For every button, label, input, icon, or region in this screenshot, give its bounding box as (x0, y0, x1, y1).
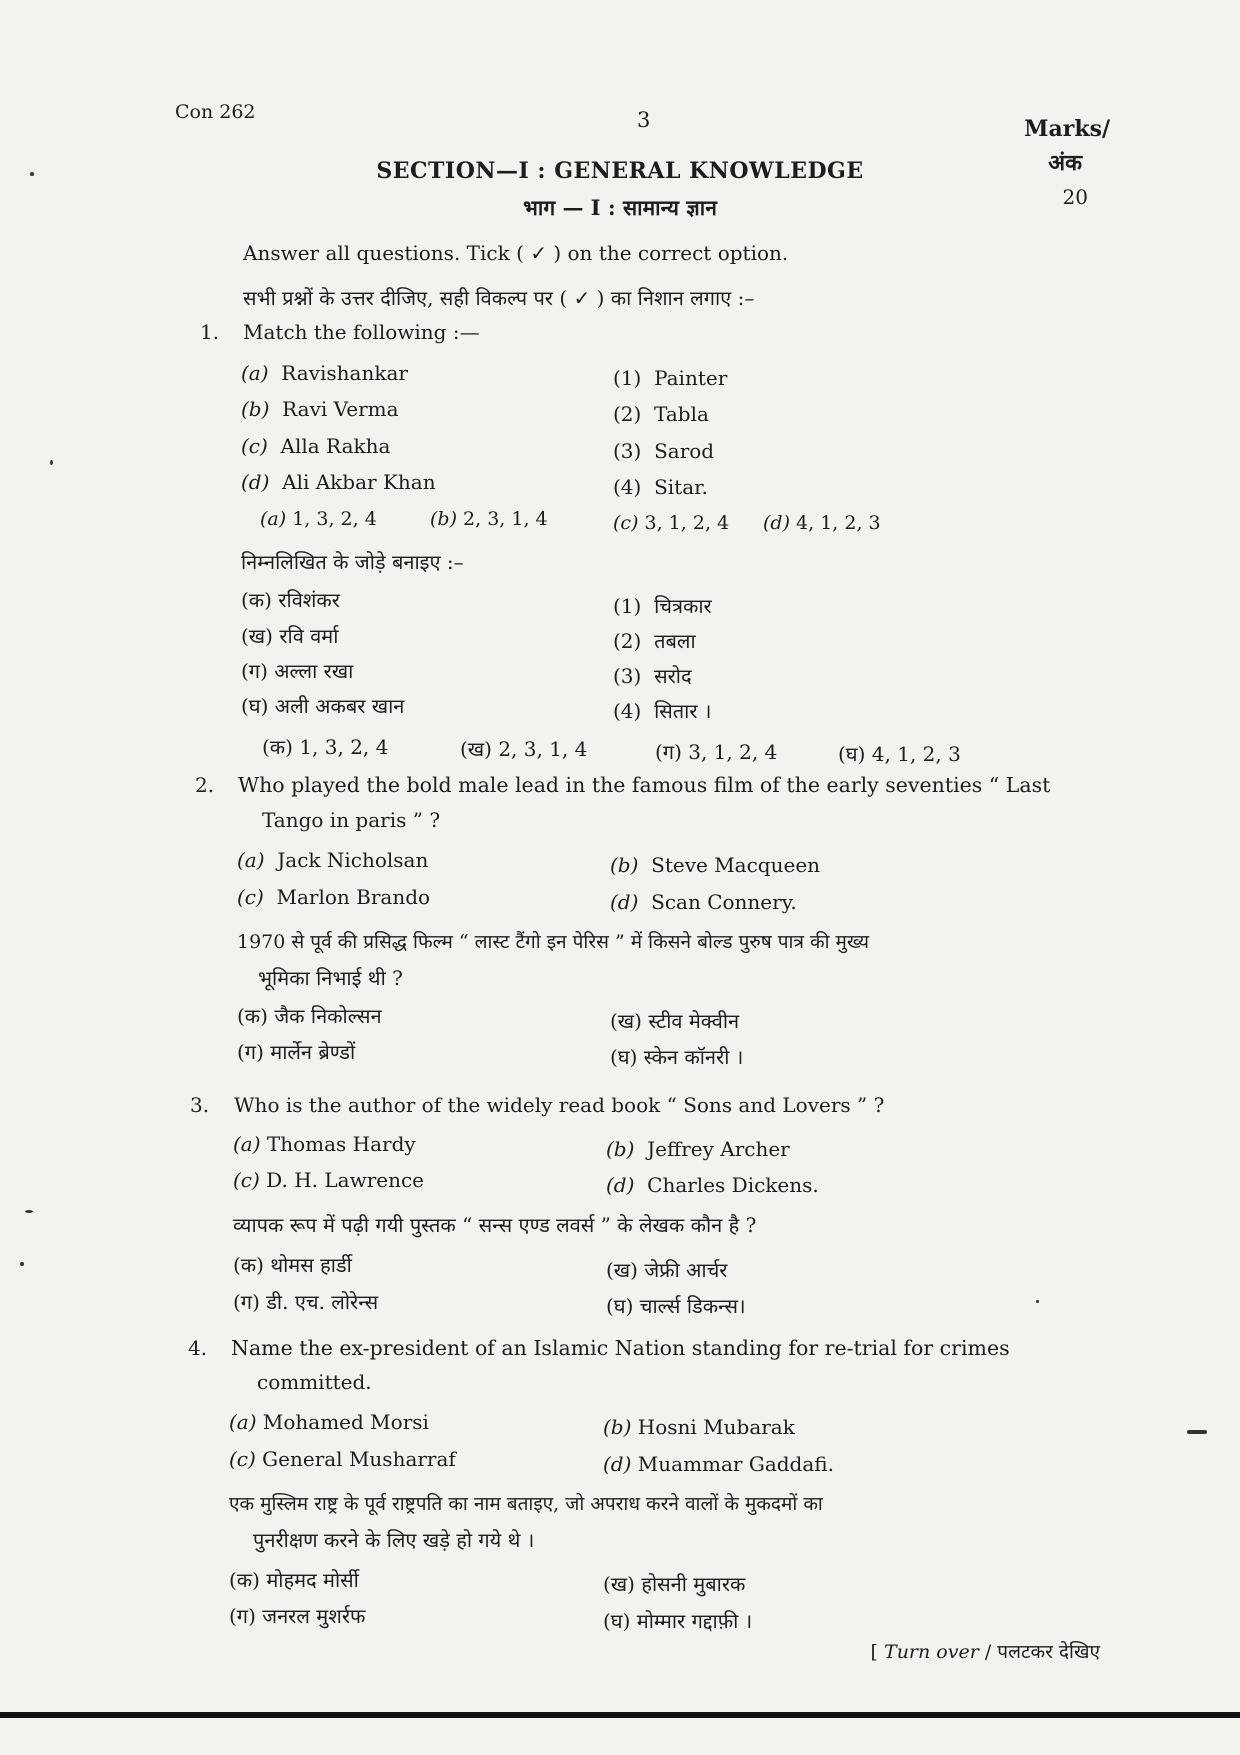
q2-option-label: (a) (237, 848, 265, 872)
bottom-scan-edge (0, 1712, 1240, 1718)
q4-option-hi[interactable] (603, 1570, 745, 1597)
q1-left-label: (a) (241, 361, 269, 385)
q1-right-label: (3) (613, 439, 642, 463)
q3-option-text-hi: चार्ल्स डिकन्स। (639, 1294, 746, 1318)
q1-right-label-hi: (2) (613, 629, 642, 653)
q2-option[interactable] (610, 890, 797, 914)
q3-option-label: (d) (606, 1173, 635, 1197)
q2-option-text-hi: मार्लेन ब्रेण्डों (270, 1040, 356, 1064)
q1-answer-text-hi: 1, 3, 2, 4 (299, 735, 389, 759)
q4-option-label-hi: (ख) (603, 1572, 635, 1596)
q3-option-label-hi: (क) (233, 1253, 264, 1277)
q4-option-text: Hosni Mubarak (637, 1415, 795, 1439)
q1-left-label-hi: (ग) (241, 659, 268, 683)
q3-option-label-hi: (ख) (606, 1258, 638, 1282)
q1-left-text-hi: अली अकबर खान (274, 694, 405, 718)
q4-option-label-hi: (घ) (603, 1609, 631, 1633)
q1-left-text: Ali Akbar Khan (282, 470, 436, 494)
q1-answer-option-hi[interactable] (838, 740, 961, 767)
q3-option-text: Jeffrey Archer (647, 1137, 790, 1161)
q2-option[interactable] (610, 853, 820, 877)
q1-left-label-hi: (ख) (241, 624, 273, 648)
marks-label-en: Marks/ (1024, 116, 1110, 142)
q1-answer-option-hi[interactable] (655, 738, 777, 765)
q4-option[interactable] (603, 1415, 795, 1439)
q4-option[interactable] (603, 1452, 834, 1476)
question-3-text-hi: व्यापक रूप में पढ़ी गयी पुस्तक “ सन्स एण्ड लवर्स ” के लेखक कौन है ? (233, 1213, 757, 1237)
q4-option-label: (b) (603, 1415, 632, 1439)
q2-option-hi[interactable] (610, 1007, 739, 1034)
question-3-text-en: Who is the author of the widely read book “ Sons and Lovers ” ? (234, 1093, 885, 1117)
question-2-text-hi-line1: 1970 से पूर्व की प्रसिद्ध फिल्म “ लास्ट टैंगो इन पेरिस ” में किसने बोल्ड पुरुष पात्र की मुख्य (237, 931, 870, 953)
q1-answer-label-hi: (घ) (838, 742, 866, 766)
scan-speck (20, 1262, 24, 1266)
q1-left-item (241, 361, 408, 385)
q1-answer-text-hi: 2, 3, 1, 4 (498, 737, 588, 761)
q1-left-text: Alla Rakha (280, 434, 391, 458)
q4-option[interactable] (229, 1447, 456, 1471)
q3-option-hi[interactable] (606, 1292, 746, 1319)
q3-option-label: (c) (233, 1168, 260, 1192)
q2-option[interactable] (237, 848, 428, 872)
q1-answer-text: 2, 3, 1, 4 (463, 508, 548, 530)
q1-left-text: Ravi Verma (282, 397, 399, 421)
q1-left-item (241, 434, 390, 458)
question-1-number: 1. (200, 320, 220, 344)
question-4-text-hi-line1: एक मुस्लिम राष्ट्र के पूर्व राष्ट्रपति का नाम बताइए, जो अपराध करने वालों के मुकदमों का (229, 1493, 823, 1515)
q4-option-label-hi: (ग) (229, 1604, 256, 1628)
q1-answer-label-hi: (क) (262, 735, 293, 759)
q1-answer-text-hi: 4, 1, 2, 3 (871, 742, 961, 766)
q1-answer-label: (b) (430, 508, 457, 530)
q1-answer-text: 4, 1, 2, 3 (796, 512, 881, 534)
q1-right-label-hi: (3) (613, 664, 642, 688)
instruction-en: Answer all questions. Tick ( ✓ ) on the correct option. (243, 241, 789, 265)
q2-option-label: (b) (610, 853, 639, 877)
q1-left-item (241, 397, 399, 421)
q3-option-hi[interactable] (606, 1256, 727, 1283)
q1-right-label: (2) (613, 402, 642, 426)
q3-option-hi[interactable] (233, 1251, 352, 1278)
q1-left-item-hi (241, 586, 340, 613)
marks-label-hi: अंक (1048, 150, 1082, 176)
q4-option-label-hi: (क) (229, 1568, 260, 1592)
q2-option-text-hi: जैक निकोल्सन (274, 1004, 382, 1028)
q3-option-text-hi: थोमस हार्डी (270, 1253, 352, 1277)
q4-option[interactable] (229, 1410, 429, 1434)
q2-option-label-hi: (घ) (610, 1045, 638, 1069)
scan-speck (50, 460, 53, 465)
q1-right-label: (1) (613, 366, 642, 390)
q4-option-label: (d) (603, 1452, 632, 1476)
q1-left-item-hi (241, 657, 353, 684)
q1-answer-label-hi: (ग) (655, 740, 682, 764)
scan-speck (1187, 1430, 1207, 1434)
q1-left-label: (b) (241, 397, 270, 421)
q4-option-hi[interactable] (603, 1607, 752, 1634)
q2-option[interactable] (237, 885, 430, 909)
q1-answer-label: (c) (613, 512, 639, 534)
q4-option-label: (a) (229, 1410, 257, 1434)
q2-option-text: Scan Connery. (651, 890, 797, 914)
q1-right-text-hi: चित्रकार (654, 594, 712, 618)
q1-right-text-hi: सितार । (654, 699, 712, 723)
q1-right-text: Tabla (654, 402, 709, 426)
q3-option-text: Charles Dickens. (647, 1173, 819, 1197)
q1-answer-option-hi[interactable] (262, 733, 388, 760)
q2-option-hi[interactable] (610, 1043, 743, 1070)
q3-option-label: (a) (233, 1132, 261, 1156)
question-4-number: 4. (188, 1336, 208, 1360)
q1-answer-text: 1, 3, 2, 4 (292, 508, 377, 530)
q1-left-text-hi: रविशंकर (278, 588, 340, 612)
instruction-hi: सभी प्रश्नों के उत्तर दीजिए, सही विकल्प पर ( ✓ ) का निशान लगाए :– (243, 286, 755, 310)
q2-option-text: Steve Macqueen (651, 853, 821, 877)
question-2-text-en-line2: Tango in paris ” ? (262, 808, 441, 832)
q1-right-item-hi (613, 592, 712, 619)
q1-right-item (613, 402, 709, 426)
question-1-text-hi: निम्नलिखित के जोड़े बनाइए :– (241, 550, 464, 574)
question-2-text-hi-line2: भूमिका निभाई थी ? (258, 966, 403, 990)
q1-right-label: (4) (613, 475, 642, 499)
q1-right-label-hi: (1) (613, 594, 642, 618)
q3-option[interactable] (606, 1137, 790, 1161)
q2-option-label: (d) (610, 890, 639, 914)
q4-option-text-hi: होसनी मुबारक (641, 1572, 746, 1596)
q1-answer-option[interactable] (260, 508, 377, 530)
q1-answer-text-hi: 3, 1, 2, 4 (688, 740, 778, 764)
q1-answer-option[interactable] (613, 512, 729, 534)
q2-option-text-hi: स्केन कॉनरी । (643, 1045, 744, 1069)
q1-answer-label: (a) (260, 508, 287, 530)
q4-option-text-hi: जनरल मुशर्रफ (262, 1604, 366, 1628)
q3-option-text: D. H. Lawrence (266, 1168, 425, 1192)
q2-option-label: (c) (237, 885, 264, 909)
q2-option-text-hi: स्टीव मेक्वीन (648, 1009, 740, 1033)
question-4-text-en-line1: Name the ex-president of an Islamic Nation standing for re-trial for crimes (231, 1336, 1010, 1360)
q1-answer-label-hi: (ख) (460, 737, 492, 761)
q1-answer-option-hi[interactable] (460, 735, 587, 762)
turn-over-hi: पलटकर देखिए (997, 1641, 1100, 1663)
q4-option-text: Muammar Gaddafi. (637, 1452, 834, 1476)
q1-answer-text: 3, 1, 2, 4 (644, 512, 730, 534)
q3-option-text-hi: डी. एच. लोरेन्स (266, 1290, 379, 1314)
q1-right-text-hi: सरोद (654, 664, 692, 688)
paper-code: Con 262 (175, 101, 256, 123)
q1-left-label: (d) (241, 470, 270, 494)
question-4-text-hi-line2: पुनरीक्षण करने के लिए खड़े हो गये थे । (253, 1528, 535, 1552)
q1-right-text-hi: तबला (654, 629, 696, 653)
q1-left-item-hi (241, 692, 404, 719)
page-number: 3 (637, 108, 651, 132)
q2-option-label-hi: (ग) (237, 1040, 264, 1064)
q1-left-label-hi: (क) (241, 588, 272, 612)
q3-option[interactable] (606, 1173, 819, 1197)
q2-option-text: Marlon Brando (276, 885, 431, 909)
q2-option-text: Jack Nicholsan (277, 848, 429, 872)
question-3-number: 3. (190, 1093, 210, 1117)
q1-answer-label: (d) (763, 512, 790, 534)
q1-right-text: Sarod (654, 439, 715, 463)
q3-option-text: Thomas Hardy (266, 1132, 416, 1156)
q3-option-label-hi: (ग) (233, 1290, 260, 1314)
section-title-hi: भाग — I : सामान्य ज्ञान (523, 195, 717, 220)
q4-option-label: (c) (229, 1447, 256, 1471)
q4-option-text-hi: मोहमद मोर्सी (266, 1568, 359, 1592)
q1-left-text-hi: रवि वर्मा (279, 624, 339, 648)
scan-speck (25, 1210, 33, 1213)
q1-right-item-hi (613, 627, 696, 654)
q1-left-item (241, 470, 436, 494)
scan-speck (1036, 1300, 1039, 1303)
q3-option[interactable] (233, 1168, 424, 1192)
question-4-text-en-line2: committed. (257, 1370, 372, 1394)
q1-left-item-hi (241, 622, 338, 649)
q4-option-hi[interactable] (229, 1602, 365, 1629)
q1-left-text-hi: अल्ला रखा (274, 659, 354, 683)
question-2-text-en-line1: Who played the bold male lead in the famous film of the early seventies “ Last (238, 773, 1051, 797)
q3-option-label-hi: (घ) (606, 1294, 634, 1318)
q4-option-text: Mohamed Morsi (262, 1410, 429, 1434)
scan-speck (30, 172, 34, 176)
section-title-en: SECTION—I : GENERAL KNOWLEDGE (376, 158, 864, 184)
q1-right-text: Painter (654, 366, 728, 390)
q1-left-label-hi: (घ) (241, 694, 269, 718)
q3-option-hi[interactable] (233, 1288, 378, 1315)
question-1-text-en: Match the following :— (243, 320, 480, 344)
q1-right-label-hi: (4) (613, 699, 642, 723)
q4-option-text-hi: मोम्मार गद्दाफ़ी । (636, 1609, 753, 1633)
turn-over-en: Turn over (884, 1641, 979, 1663)
q2-option-hi[interactable] (237, 1002, 382, 1029)
q2-option-label-hi: (क) (237, 1004, 268, 1028)
footer-separator: / (978, 1641, 998, 1663)
q1-right-item (613, 366, 727, 390)
question-2-number: 2. (195, 773, 215, 797)
q1-right-item (613, 439, 714, 463)
q1-left-label: (c) (241, 434, 268, 458)
q1-answer-option[interactable] (763, 512, 881, 534)
marks-value: 20 (1062, 185, 1088, 209)
q3-option-label: (b) (606, 1137, 635, 1161)
q4-option-text: General Musharraf (262, 1447, 456, 1471)
q2-option-label-hi: (ख) (610, 1009, 642, 1033)
footer-bracket: [ (870, 1641, 878, 1663)
q1-right-item (613, 475, 708, 499)
q2-option-hi[interactable] (237, 1038, 355, 1065)
q3-option[interactable] (233, 1132, 416, 1156)
q3-option-text-hi: जेफ्री आर्चर (644, 1258, 728, 1282)
q1-right-item-hi (613, 662, 692, 689)
q4-option-hi[interactable] (229, 1566, 359, 1593)
q1-answer-option[interactable] (430, 508, 548, 530)
q1-right-text: Sitar. (654, 475, 708, 499)
q1-right-item-hi (613, 697, 711, 724)
turn-over-note (871, 1638, 1100, 1664)
q1-left-text: Ravishankar (281, 361, 408, 385)
